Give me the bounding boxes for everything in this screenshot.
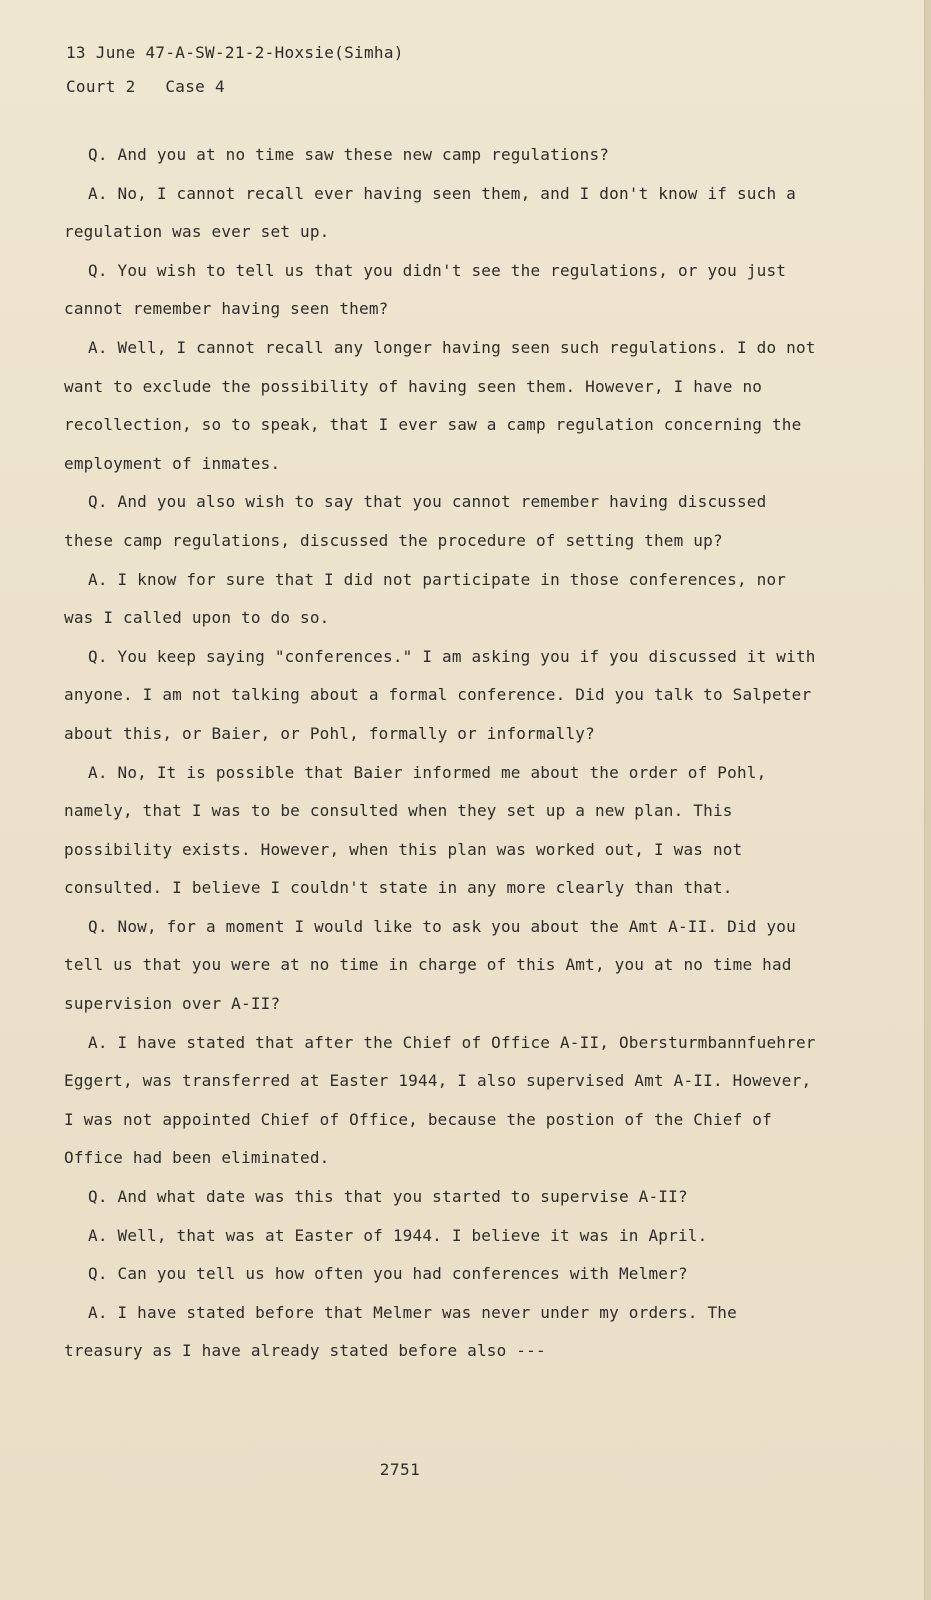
page-edge bbox=[924, 0, 931, 1600]
transcript-answer: A. No, It is possible that Baier informed me about the order of Pohl, namely, that I was to be consulted when they set up a new plan. This possibility exists. However, when this plan was worked out, I was not consulted. I believe I couldn't state in any more clearly than that. bbox=[64, 762, 767, 898]
page-number: 2751 bbox=[379, 1460, 421, 1479]
transcript-answer: A. I have stated that after the Chief of Office A-II, Obersturmbannfuehrer Eggert, was transferred at Easter 1944, I also supervised Amt A-II. However, I was not appointed Chief of Office, because the postion of the Chief of Office had been eliminated. bbox=[64, 1032, 816, 1168]
transcript-question: Q. You wish to tell us that you didn't see the regulations, or you just cannot remember having seen them? bbox=[64, 260, 787, 319]
header-court-case: Court 2 Case 4 bbox=[66, 77, 225, 96]
transcript-body bbox=[64, 136, 824, 1371]
transcript-question: Q. And you at no time saw these new camp regulations? bbox=[88, 145, 610, 164]
transcript-answer: A. I have stated before that Melmer was never under my orders. The treasury as I have already stated before also --- bbox=[64, 1302, 737, 1361]
transcript-question: Q. And what date was this that you started to supervise A-II? bbox=[88, 1187, 688, 1207]
transcript-answer: A. I know for sure that I did not participate in those conferences, nor was I called upon to do so. bbox=[64, 569, 787, 628]
transcript-question: Q. And you also wish to say that you cannot remember having discussed these camp regulations, discussed the procedure of setting them up? bbox=[64, 492, 767, 550]
transcript-answer: A. Well, I cannot recall any longer having seen such regulations. I do not want to exclude the possibility of having seen them. However, I have no recollection, so to speak, that I ever saw a camp regulation concerning the employment of inmates. bbox=[64, 337, 816, 473]
document-header bbox=[66, 36, 404, 104]
transcript-question: Q. Can you tell us how often you had conferences with Melmer? bbox=[88, 1264, 688, 1284]
header-date-reference: 13 June 47-A-SW-21-2-Hoxsie(Simha) bbox=[66, 43, 404, 62]
transcript-answer: A. Well, that was at Easter of 1944. I believe it was in April. bbox=[88, 1225, 708, 1245]
transcript-answer: A. No, I cannot recall ever having seen them, and I don't know if such a regulation was ever set up. bbox=[64, 183, 796, 242]
transcript-question: Q. Now, for a moment I would like to ask you about the Amt A-II. Did you tell us that you were at no time in charge of this Amt, you at no time had supervision over A-II? bbox=[64, 916, 796, 1014]
transcript-question: Q. You keep saying "conferences." I am asking you if you discussed it with anyone. I am not talking about a formal conference. Did you talk to Salpeter about this, or Baier, or Pohl, formally or informally? bbox=[64, 646, 816, 743]
